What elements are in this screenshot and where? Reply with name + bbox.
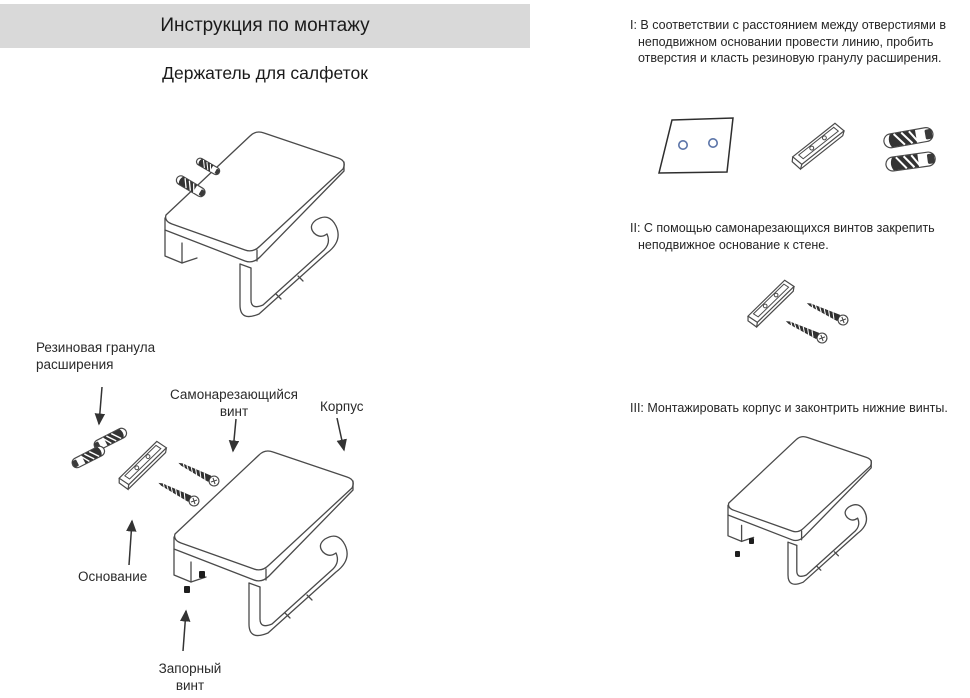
base-arrow — [129, 521, 132, 565]
body-arrow — [337, 418, 344, 450]
assembled-holder-drawing — [165, 132, 344, 317]
base-label: Основание — [78, 569, 148, 584]
step1-diagram — [659, 118, 936, 173]
screw-icon — [805, 299, 850, 327]
step3-diagram — [728, 437, 871, 585]
screw-icon — [784, 317, 829, 345]
screw-label: Самонарезающийся винт — [170, 387, 298, 419]
anchor-arrow — [99, 387, 102, 424]
lock-screw-icon — [735, 551, 740, 557]
lock-screw-label: Запорный винт — [158, 661, 222, 693]
lock-screw-icon — [184, 586, 190, 593]
base-plate-icon — [119, 441, 166, 489]
product-title: Держатель для салфеток — [162, 63, 368, 83]
step-1-instruction: I: В соответствии с расстоянием между отверстиями в неподвижном основании провести линию, пробить отверстия и класть резиновую гранулу расширения. — [630, 18, 946, 65]
step-3-instruction: III: Монтажировать корпус и законтрить нижние винты. — [630, 401, 948, 415]
base-plate-icon — [792, 119, 845, 173]
body-label: Корпус — [320, 399, 364, 414]
screw-arrow — [233, 419, 236, 451]
base-plate-icon — [748, 280, 794, 327]
step-2-instruction: II: С помощью самонарезающихся винтов закрепить неподвижное основание к стене. — [630, 221, 935, 252]
lock-screw-icon — [199, 571, 205, 578]
step2-diagram — [748, 280, 850, 344]
anchor-icon — [885, 151, 936, 172]
anchor-icon — [883, 127, 934, 149]
page-title: Инструкция по монтажу — [160, 15, 370, 36]
screw-icon — [176, 458, 220, 487]
lock-screw-icon — [749, 538, 754, 544]
exploded-view-drawing — [70, 427, 353, 636]
header-bar — [0, 4, 530, 48]
anchor-icon — [70, 445, 106, 470]
lock-arrow — [183, 611, 186, 651]
screw-icon — [156, 478, 200, 507]
wall-holes-icon — [659, 118, 733, 173]
anchor-label: Резиновая гранула расширения — [36, 340, 156, 372]
